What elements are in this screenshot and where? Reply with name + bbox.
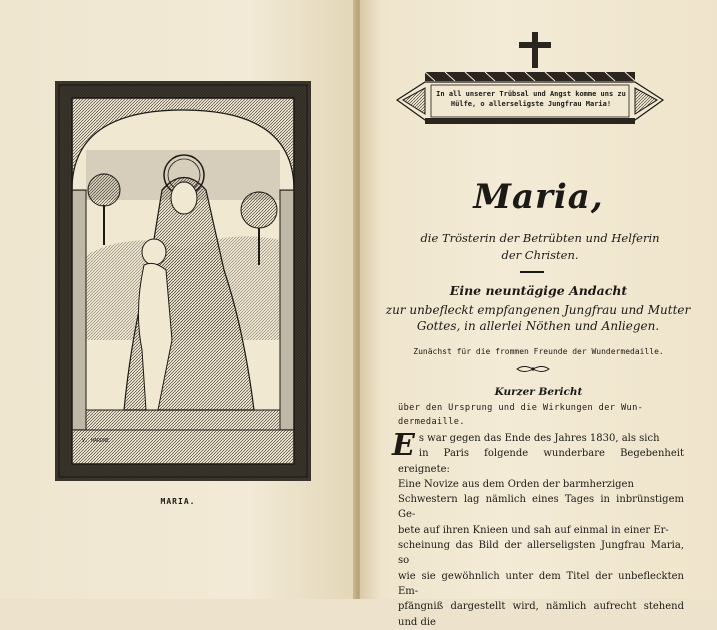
body-line: scheinung das Bild der allerseligsten Jungfrau Maria, so [398,540,684,567]
dedication-note: Zunächst für die frommen Freunde der Wundermedaille. [413,347,664,356]
prayer-banner [395,70,665,126]
divider [520,271,544,273]
dedication-line-1: zur unbefleckt empfangenen Jungfrau und Mutter [385,303,691,317]
cross-icon [515,30,555,70]
dedication-line-2: Gottes, in allerlei Nöthen und Anliegen. [416,319,660,333]
left-page [0,0,356,599]
body-line: pfängniß dargestellt wird, nämlich aufrecht stehend und die [398,601,684,628]
madonna-engraving [54,80,312,482]
section-title: Kurzer Bericht [494,386,583,398]
dedication [378,302,698,334]
plate-caption: MARIA. [160,497,196,506]
body-line: wie sie gewöhnlich unter dem Titel der unbefleckten Em- [398,570,684,597]
body-line: in Paris folgende wunderbare Begebenheit ereignete: [398,448,684,475]
body-line: Schwestern lag nämlich eines Tages in inbrünstigem Ge- [398,494,684,521]
devotion-heading: Eine neuntägige Andacht [449,283,628,298]
banner-text: In all unserer Trübsal und Angst komme uns zu Hülfe, o allerseligste Jungfrau Maria! [436,90,626,108]
subtitle-line-1: die Trösterin der Betrübten und Helferin [420,231,660,245]
body-line: Eine Novize aus dem Orden der barmherzigen [398,478,634,490]
section-subtitle-line-2: dermedaille. [398,417,465,427]
body-line: bete auf ihren Knieen und sah auf einmal in einer Er- [398,524,669,536]
section-subtitle [398,401,684,429]
subtitle [395,230,685,264]
section-subtitle-line-1: über den Ursprung und die Wirkungen der Wun- [398,403,644,413]
body-text [392,428,684,630]
drop-cap: E [392,428,415,463]
subtitle-line-2: der Christen. [501,248,579,262]
engraver-signature: V. HARDNE [82,438,110,444]
page-title: Maria, [473,177,604,217]
body-line: s war gegen das Ende des Jahres 1830, als sich [418,433,660,444]
ornament-icon [516,364,550,374]
